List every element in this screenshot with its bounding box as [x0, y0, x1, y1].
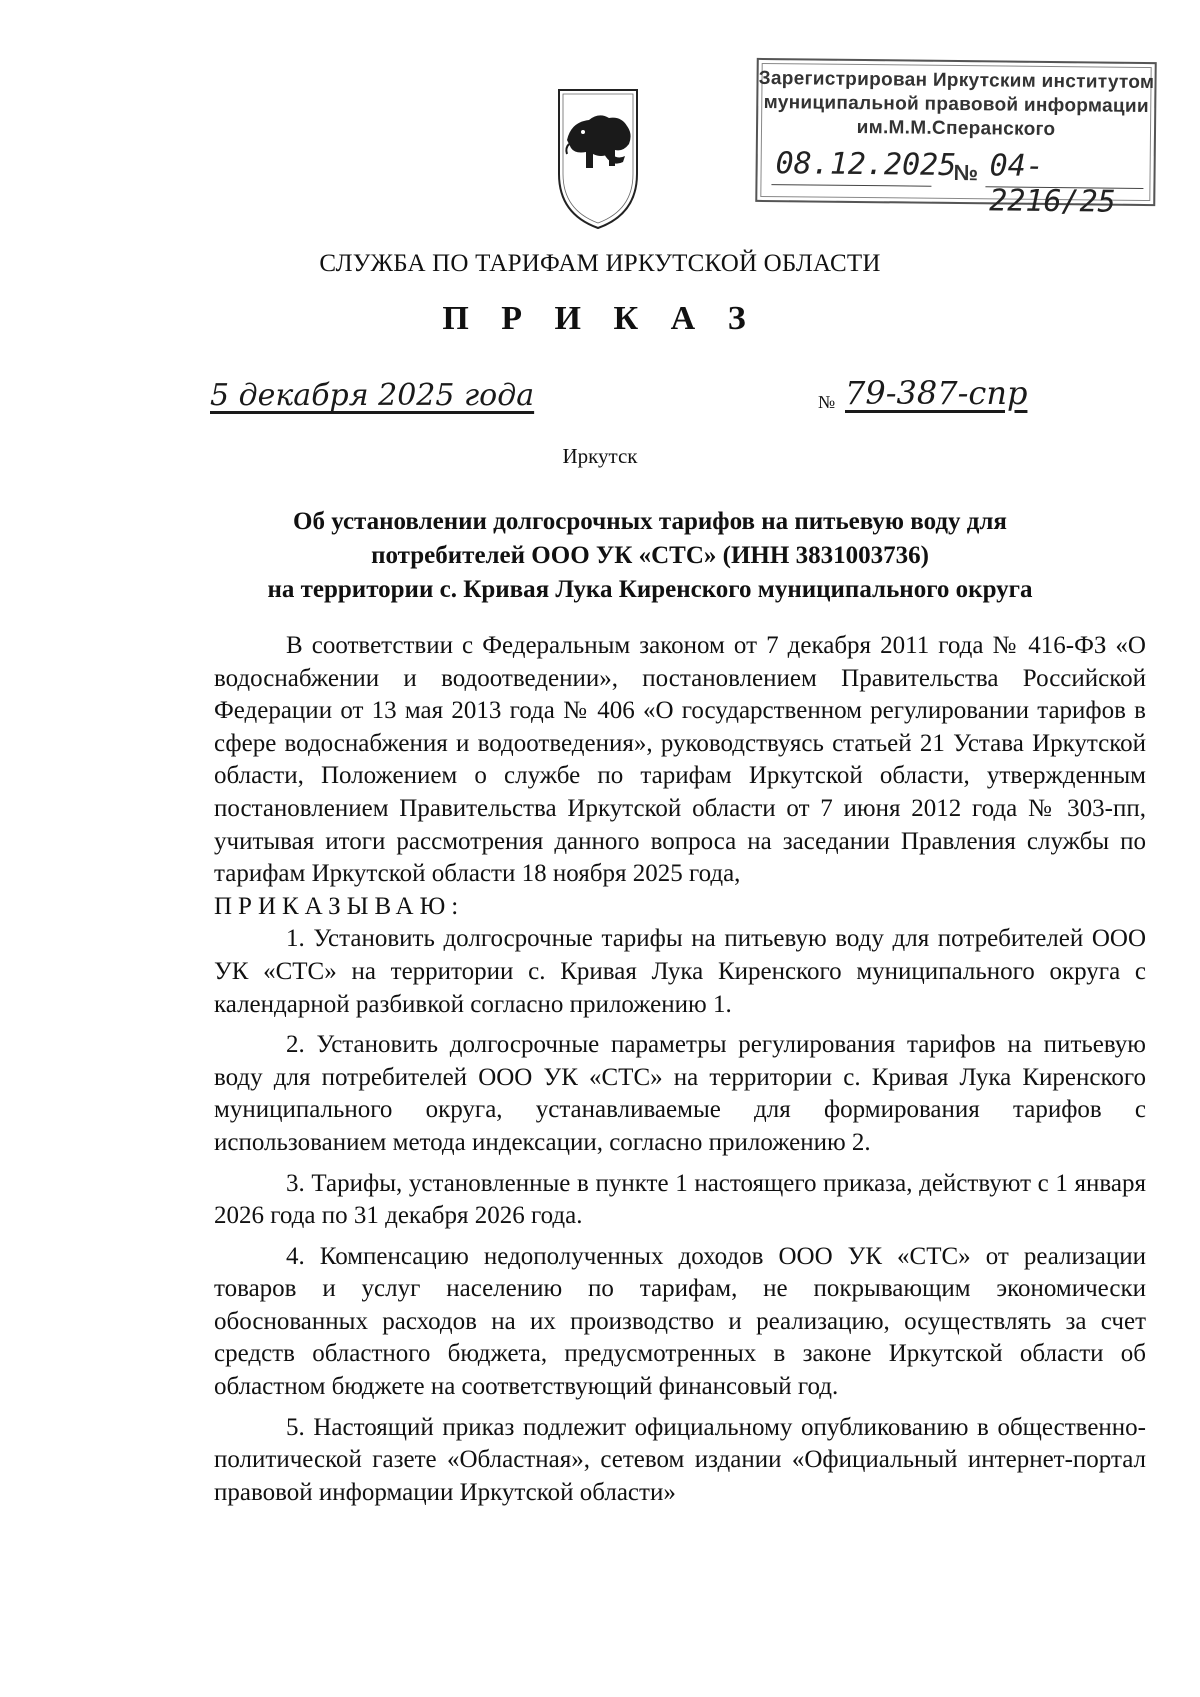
stamp-registration-date: 08.12.2025 [775, 146, 957, 184]
orders-keyword: ПРИКАЗЫВАЮ: [214, 892, 465, 920]
order-item-2: 2. Установить долгосрочные параметры регулирования тарифов на питьевую воду для потребителей ООО УК «СТС» на территории с. Кривая Лука Киренского муниципального округа, устанавливаемые для формирования тарифов с использованием метода индексации, согласно приложению 2. [214, 1031, 1146, 1156]
heading-line-3: на территории с. Кривая Лука Киренского муниципального округа [267, 576, 1033, 603]
registration-stamp [755, 58, 1156, 220]
stamp-text-line-3: им.М.М.Сперанского [856, 116, 1056, 141]
issue-city: Иркутск [562, 444, 638, 468]
order-heading [180, 505, 1120, 607]
stamp-text-line-1: Зарегистрирован Иркутским институтом [758, 67, 1155, 94]
order-item-4: 4. Компенсацию недополученных доходов ООО УК «СТС» от реализации товаров и услуг населению по тарифам, не покрывающим экономически обоснованных расходов на их производство и реализацию, осуществлять за счет средств областного бюджета, предусмотренных в законе Иркутской области об областном бюджете на соответствующий финансовый год. [214, 1242, 1146, 1401]
order-number-label: № [818, 392, 836, 412]
order-date: 5 декабря 2025 года [210, 378, 535, 413]
coat-of-arms-emblem [553, 82, 643, 232]
preamble-paragraph: В соответствии с Федеральным законом от 7 декабря 2011 года № 416-ФЗ «О водоснабжении и водоотведении», постановлением Правительства Российской Федерации от 13 мая 2013 года № 406 «О государственном регулировании тарифов в сфере водоснабжения и водоотведения», руководствуясь статьей 21 Устава Иркутской области, Положением о службе по тарифам Иркутской области, утвержденным постановлением Правительства Иркутской области от 7 июня 2012 года № 303-пп, учитывая итоги рассмотрения данного вопроса на заседании Правления службы по тарифам Иркутской области 18 ноября 2025 года, [214, 632, 1146, 888]
order-item-1: 1. Установить долгосрочные тарифы на питьевую воду для потребителей ООО УК «СТС» на территории с. Кривая Лука Киренского муниципального округа с календарной разбивкой согласно приложению 1. [214, 925, 1146, 1018]
order-item-3: 3. Тарифы, установленные в пункте 1 настоящего приказа, действуют с 1 января 2026 года по 31 декабря 2026 года. [214, 1169, 1146, 1230]
order-number: 79-387-спр [845, 374, 1028, 412]
document-title: П Р И К А З [442, 300, 758, 337]
order-item-5: 5. Настоящий приказ подлежит официальному опубликованию в общественно-политической газете «Областная», сетевом издании «Официальный интернет-портал правовой информации Иркутской области» [214, 1413, 1146, 1506]
stamp-registration-number: 04-2216/25 [989, 148, 1116, 220]
heading-line-2: потребителей ООО УК «СТС» (ИНН 3831003736) [371, 542, 929, 569]
stamp-text-line-2: муниципальной правовой информации [763, 91, 1149, 118]
heading-line-1: Об установлении долгосрочных тарифов на питьевую воду для [293, 508, 1007, 535]
stamp-number-label: № [953, 159, 979, 186]
order-body [214, 630, 1146, 1509]
stamp-date-underline [771, 184, 931, 187]
issuing-agency: СЛУЖБА ПО ТАРИФАМ ИРКУТСКОЙ ОБЛАСТИ [319, 250, 881, 277]
